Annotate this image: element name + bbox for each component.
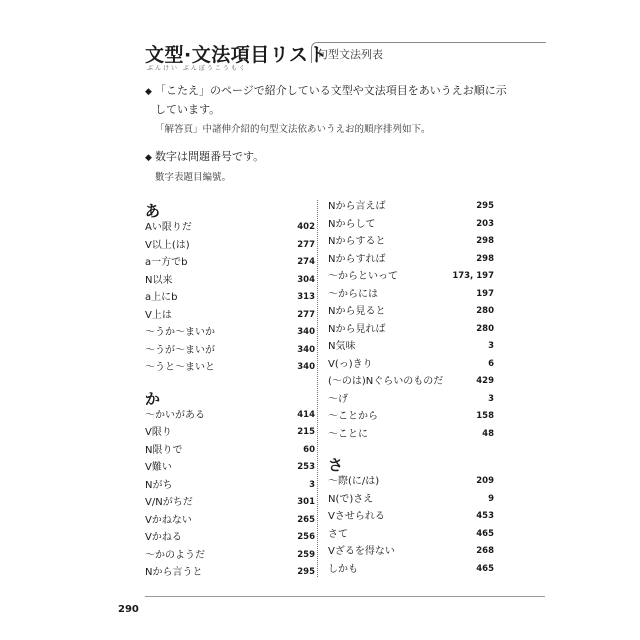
list-item: しかも 465 — [328, 563, 494, 575]
right-column — [328, 200, 494, 580]
list-item: Vざるを得ない 268 — [328, 546, 494, 557]
list-item: Nからして 203 — [328, 218, 494, 230]
list-item: Vさせられる 453 — [328, 511, 494, 522]
list-sa — [328, 475, 494, 580]
page-header — [145, 40, 545, 72]
intro-bullet-2 — [145, 148, 515, 187]
list-item: 〜かいがある 414 — [145, 409, 315, 421]
bullet-diamond-icon: ◆ — [145, 153, 152, 163]
list-item: N限りで 60 — [145, 444, 315, 456]
list-item: 〜からといって 173, 197 — [328, 271, 494, 282]
list-item: Aい限りだ 402 — [145, 222, 315, 233]
list-item: 〜かのようだ 259 — [145, 549, 315, 561]
list-item: Nから見ると 280 — [328, 306, 494, 317]
list-item: Vかねる 256 — [145, 532, 315, 543]
list-item: 〜際(に/は) 209 — [328, 476, 494, 487]
list-item: Nがち 3 — [145, 479, 315, 491]
list-a — [145, 221, 315, 379]
left-column — [145, 201, 315, 584]
list-item: V以上(は) 277 — [145, 239, 315, 251]
list-item: N以来 304 — [145, 274, 315, 286]
list-item: 〜ことに 48 — [328, 428, 494, 440]
list-item: 〜うが〜まいが 340 — [145, 344, 315, 356]
intro-translation-1: 「解答頁」中諸伸介紹的句型文法依あいうえお的順序排列如下。 — [155, 124, 431, 135]
list-item: 〜うと〜まいと 340 — [145, 362, 315, 373]
list-item: V限り 215 — [145, 427, 315, 438]
list-item: Nからすれば 298 — [328, 253, 494, 265]
intro-text-2: 数字は問題番号です。 — [155, 150, 265, 163]
intro-text-1b: しています。 — [155, 103, 221, 116]
list-item: V(っ)きり 6 — [328, 358, 494, 370]
page-subtitle: 句型文法列表 — [317, 48, 383, 61]
list-item: a一方でb 274 — [145, 257, 315, 268]
page-number: 290 — [118, 604, 139, 615]
list-item: Nから見れば 280 — [328, 323, 494, 335]
list-item: Nからすると 298 — [328, 236, 494, 247]
list-item: 〜うか〜まいか 340 — [145, 327, 315, 338]
page-title-ruby: ぶんけい ぶんぽうこうもく — [147, 65, 247, 72]
intro-translation-2: 數字表題目編號。 — [155, 172, 232, 183]
section-head-ka: か — [145, 389, 161, 408]
list-item: V/Nがちだ 301 — [145, 497, 315, 508]
list-item: a上にb 313 — [145, 292, 315, 303]
footer-rule — [145, 596, 545, 597]
list-item: (〜のは)Nぐらいのものだ 429 — [328, 376, 494, 387]
subtitle-tab — [311, 42, 546, 63]
intro-text-1: 「こたえ」のページで紹介している文型や文法項目をあいうえお順に示 — [155, 84, 507, 97]
list-item: N(で)さえ 9 — [328, 493, 494, 505]
section-head-sa: さ — [328, 456, 344, 474]
list-item: 〜ことから 158 — [328, 411, 494, 422]
list-item: V上は 277 — [145, 309, 315, 321]
list-item: N気味 3 — [328, 341, 494, 352]
list-item: Vかねない 265 — [145, 514, 315, 526]
list-item: V難い 253 — [145, 462, 315, 473]
list-ka — [145, 409, 315, 584]
list-item: Nから言うと 295 — [145, 567, 315, 578]
list-item: Nから言えば 295 — [328, 201, 494, 212]
column-divider — [317, 200, 318, 577]
bullet-diamond-icon: ◆ — [145, 87, 152, 97]
section-head-a: あ — [145, 202, 161, 220]
intro-bullet-1 — [145, 82, 515, 139]
list-item: 〜げ 3 — [328, 393, 494, 405]
page-title: 文型·文法項目リスト — [145, 44, 328, 66]
list-item: さて 465 — [328, 528, 494, 540]
list-item: 〜からには 197 — [328, 288, 494, 300]
list-ka-continued — [328, 200, 494, 445]
